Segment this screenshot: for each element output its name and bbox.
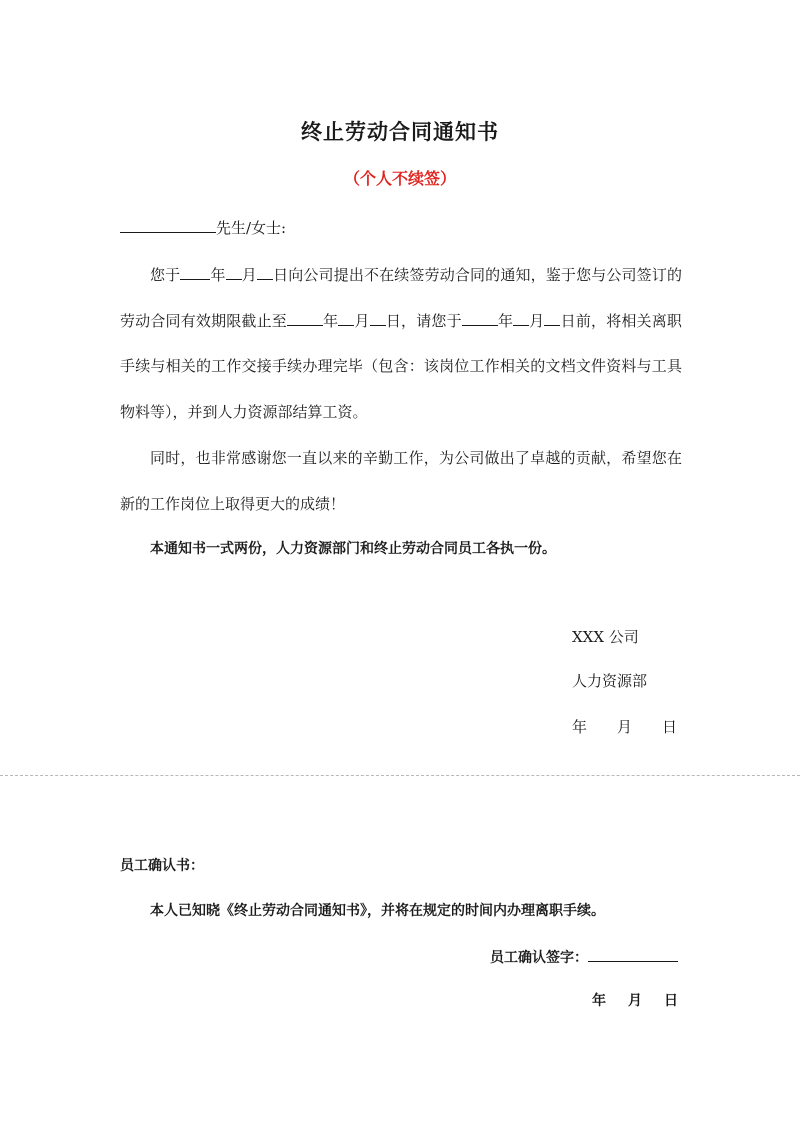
year-blank-3 [462, 309, 498, 326]
notice-paragraph-2: 同时，也非常感谢您一直以来的辛勤工作，为公司做出了卓越的贡献，希望您在新的工作岗位上取得更大的成绩！ [120, 449, 682, 513]
month-blank-3 [513, 309, 529, 326]
document-subtitle: （个人不续签） [343, 169, 456, 188]
confirm-date-day: 日 [664, 993, 678, 1009]
confirmation-signature [490, 945, 678, 967]
para1-text-9: 月 [529, 311, 545, 330]
issuer-department: 人力资源部 [572, 672, 648, 690]
para1-text-5: 年 [322, 311, 339, 330]
salutation [120, 216, 286, 240]
issuer-date [572, 716, 677, 737]
para1-text-10: 日前，将相关离职手续与相关的工作交接手续办理完毕（包含：该岗位工作相关的文档文件资料与工具物料等），并到人力资源部结算工资。 [120, 311, 682, 421]
issuer-date-month: 月 [617, 718, 633, 736]
confirm-date-month: 月 [628, 993, 642, 1009]
document-title: 终止劳动合同通知书 [301, 120, 499, 144]
issuer-date-year: 年 [572, 718, 588, 736]
para1-text-7: 日，请您于 [385, 311, 462, 330]
para1-text-2: 年 [210, 266, 226, 284]
confirmation-statement: 本人已知晓《终止劳动合同通知书》，并将在规定的时间内办理离职手续。 [150, 903, 605, 919]
cut-line-divider [0, 775, 800, 776]
signature-label: 员工确认签字： [490, 950, 588, 966]
issuer-date-day: 日 [662, 718, 678, 736]
signature-blank [588, 945, 678, 962]
para1-text-3: 月 [241, 266, 257, 284]
para1-text-8: 年 [497, 311, 514, 330]
month-blank-1 [226, 263, 242, 280]
confirmation-date [592, 990, 678, 1010]
day-blank-3 [544, 309, 560, 326]
day-blank-2 [370, 309, 386, 326]
name-blank [120, 216, 216, 233]
para1-text-4: 日向公司提出不在续签劳动合同的通知，鉴于您与公司签订的劳动合同有效期限截止至 [120, 266, 682, 330]
confirmation-heading: 员工确认书： [120, 858, 204, 874]
salutation-suffix: 先生/女士: [216, 219, 287, 237]
month-blank-2 [338, 309, 354, 326]
year-blank-1 [180, 263, 210, 280]
day-blank-1 [257, 263, 273, 280]
para1-text-1: 您于 [150, 266, 181, 284]
year-blank-2 [287, 309, 323, 326]
notice-paragraph-1 [120, 253, 682, 435]
notice-paragraph-3: 本通知书一式两份，人力资源部门和终止劳动合同员工各执一份。 [150, 541, 556, 557]
confirm-date-year: 年 [592, 993, 606, 1009]
issuer-company: XXX 公司 [572, 628, 639, 646]
para1-text-6: 月 [354, 311, 370, 330]
